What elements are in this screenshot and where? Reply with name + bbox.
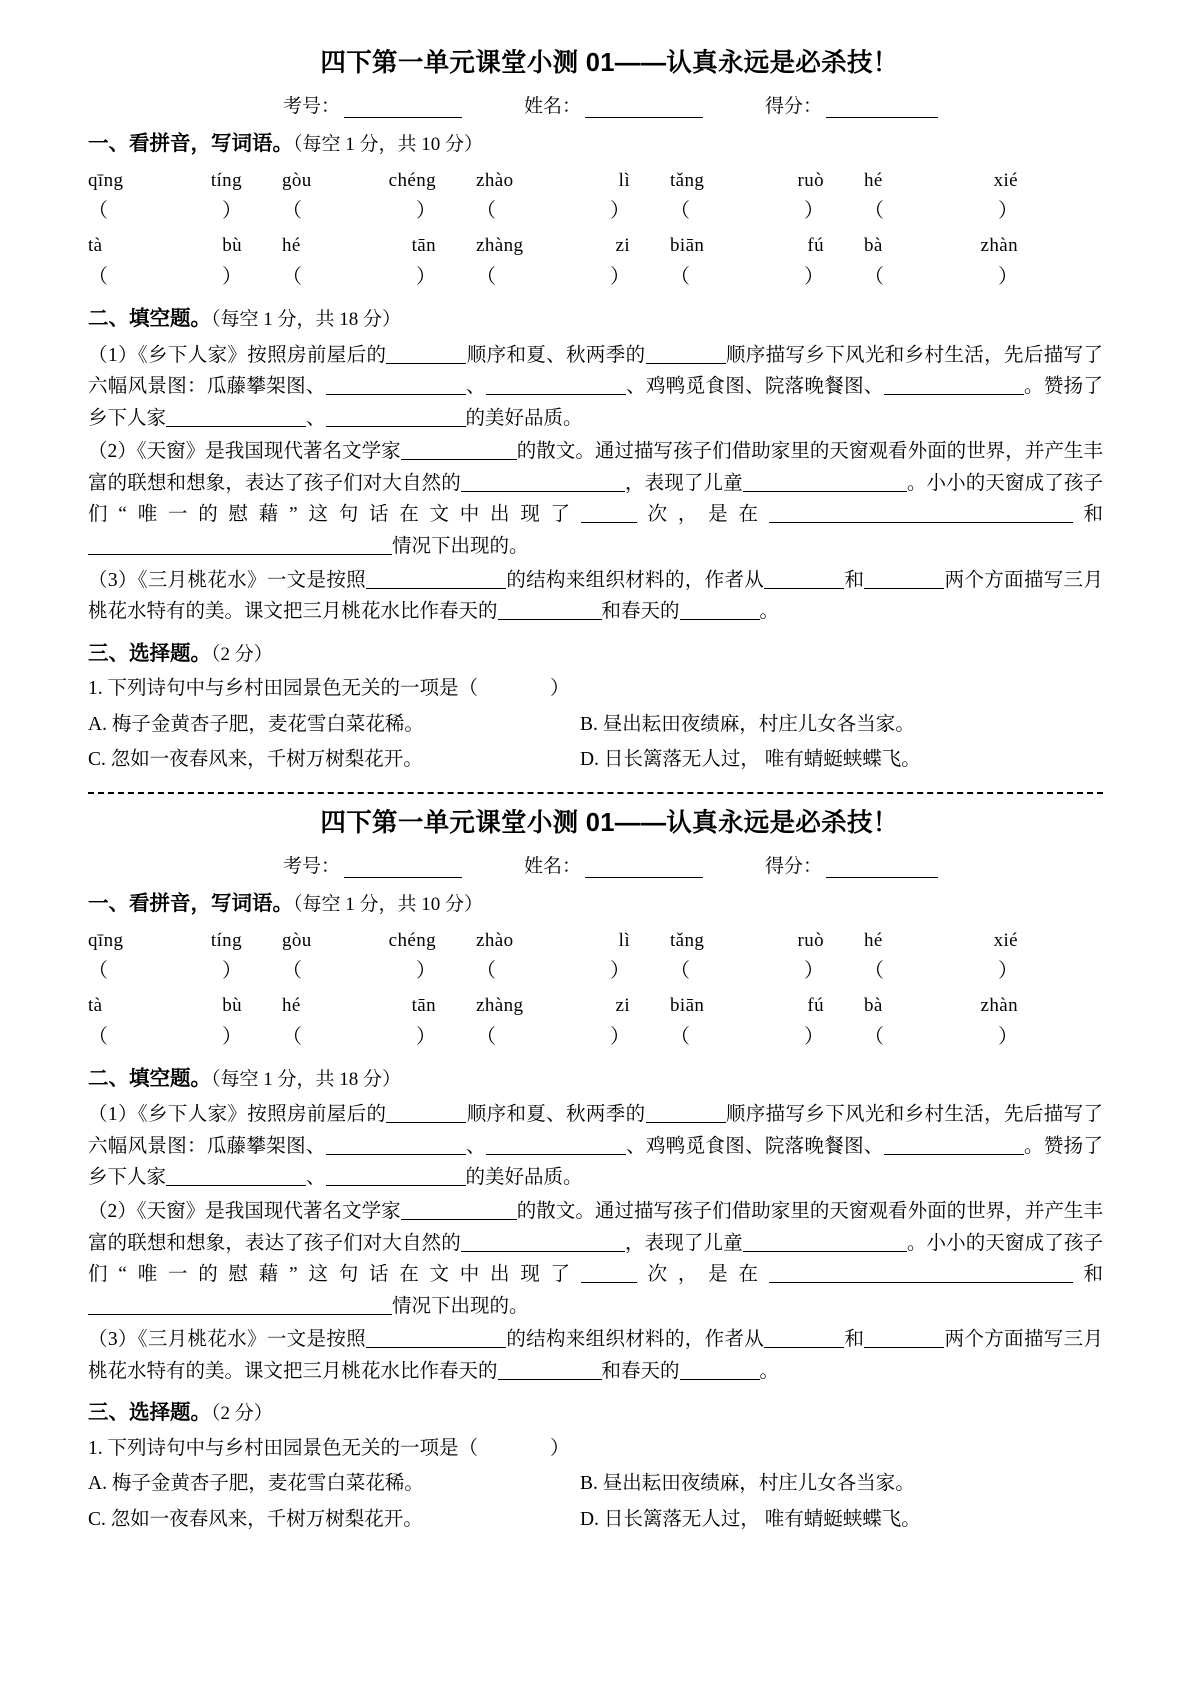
answer-box[interactable]: （ ） [88,960,242,983]
fill-blank[interactable] [769,1268,1073,1283]
pinyin-exercise [88,926,1103,1053]
pinyin-cell: gòu chéng [282,929,436,951]
pinyin-cell: qīng tíng [88,169,242,191]
answer-box[interactable]: （ ） [282,265,436,288]
pinyin-row-1 [88,926,1103,955]
answer-paren-row-2 [88,1021,1103,1053]
choice-option-b[interactable]: B. 昼出耘田夜绩麻，村庄儿女各当家。 [580,1473,915,1495]
fill-in-question-1: （1）《乡下人家》按照房前屋后的 顺序和夏、秋两季的 顺序描写乡下风光和乡村生活，先后描写了六幅风景图：瓜藤攀架图、 、 、鸡鸭觅食图、院落晚餐图、 。赞扬了乡下人家 、 的美好品质。 [88,344,1103,429]
fill-blank[interactable] [743,477,907,492]
section-points-3: （2 分） [211,643,273,665]
worksheet-copy-2 [88,804,1103,1536]
section-heading-2 [88,305,1103,334]
choice-options-row-2 [88,1504,1103,1536]
section-points-1: （每空 1 分，共 10 分） [293,893,484,915]
answer-box[interactable]: （ ） [476,200,630,223]
answer-box[interactable]: （ ） [864,265,1018,288]
section-name-2: 填空题。 [129,306,211,330]
pinyin-cell: tǎng ruò [670,169,824,191]
answer-box[interactable]: （ ） [88,265,242,288]
score-blank[interactable] [826,861,938,878]
section-number-2: 二、 [88,1066,129,1090]
page-title: 四下第一单元课堂小测 01——认真永远是必杀技！ [320,49,899,77]
pinyin-cell: zhào lì [476,929,630,951]
pinyin-cell: gòu chéng [282,169,436,191]
fill-blank[interactable] [461,477,625,492]
exam-number-field [283,91,462,118]
fill-blank[interactable] [864,574,944,589]
choice-options-row-2 [88,744,1103,776]
name-blank[interactable] [585,861,703,878]
pinyin-cell: zhàng zi [476,995,630,1017]
choice-options-row-1 [88,709,1103,741]
section-name-1: 看拼音，写词语。 [129,132,293,156]
answer-box[interactable]: （ ） [476,1025,630,1048]
answer-box[interactable]: （ ） [88,1025,242,1048]
worksheet-copy-1 [88,44,1103,776]
answer-box[interactable]: （ ） [282,1025,436,1048]
fill-in-question-2: （2）《天窗》是我国现代著名文学家 的散文。通过描写孩子们借助家里的天窗观看外面的世界，并产生丰富的联想和想象，表达了孩子们对大自然的 ，表现了儿童 。小小的天窗成了孩子们“唯一的慰藉”这句话在文中出现了 次，是在 和情况下出现的。 [88,1200,1103,1317]
pinyin-row-2 [88,231,1103,260]
score-field [765,851,938,878]
pinyin-block-1 [88,166,1103,227]
section-number-1: 一、 [88,891,129,915]
fill-blank[interactable] [88,1300,392,1315]
pinyin-block-2 [88,231,1103,292]
fill-blank[interactable] [680,1365,760,1380]
exam-number-blank[interactable] [344,101,462,118]
name-field [524,91,703,118]
fill-blank[interactable] [498,605,602,620]
fill-blank[interactable] [366,574,506,589]
section-points-3: （2 分） [211,1403,273,1425]
section-points-1: （每空 1 分，共 10 分） [293,134,484,156]
answer-box[interactable]: （ ） [864,1025,1018,1048]
name-blank[interactable] [585,101,703,118]
fill-blank[interactable] [498,1365,602,1380]
fill-blank[interactable] [386,1108,466,1123]
fill-blank[interactable] [680,605,760,620]
answer-box[interactable]: （ ） [88,200,242,223]
fill-blank[interactable] [166,412,306,427]
exam-number-field [283,851,462,878]
pinyin-cell: zhàng zi [476,235,630,257]
choice-options-row-1 [88,1468,1103,1500]
section-heading-1 [88,890,1103,919]
fill-blank[interactable] [743,1237,907,1252]
fill-blank[interactable] [326,412,466,427]
choice-option-a[interactable]: A. 梅子金黄杏子肥，麦花雪白菜花稀。 [88,713,424,735]
answer-box[interactable]: （ ） [670,200,824,223]
student-id-row [88,851,1103,878]
answer-box[interactable]: （ ） [476,265,630,288]
pinyin-cell: tà bù [88,995,242,1017]
section-number-3: 三、 [88,641,129,665]
answer-box[interactable]: （ ） [864,200,1018,223]
fill-blank[interactable] [486,380,626,395]
fill-blank[interactable] [764,574,844,589]
answer-box[interactable]: （ ） [476,960,630,983]
section-heading-2 [88,1065,1103,1094]
fill-blank[interactable] [581,508,637,523]
fill-blank[interactable] [88,540,392,555]
fill-blank[interactable] [769,508,1073,523]
pinyin-cell: hé tān [282,235,436,257]
fill-in-question-2: （2）《天窗》是我国现代著名文学家 的散文。通过描写孩子们借助家里的天窗观看外面的世界，并产生丰富的联想和想象，表达了孩子们对大自然的 ，表现了儿童 。小小的天窗成了孩子们“唯一的慰藉”这句话在文中出现了 次，是在 和情况下出现的。 [88,441,1103,557]
pinyin-exercise [88,166,1103,293]
fill-in-question-3: （3）《三月桃花水》一文是按照 的结构来组织材料的，作者从 和 两个方面描写三月桃花水特有的美。课文把三月桃花水比作春天的 和春天的 。 [88,1329,1103,1382]
pinyin-block-1 [88,926,1103,987]
fill-blank[interactable] [326,1140,466,1155]
pinyin-cell: bà zhàn [864,235,1018,257]
exam-number-blank[interactable] [344,861,462,878]
name-label: 姓名： [523,96,581,118]
fill-blank[interactable] [461,1237,625,1252]
section-heading-3 [88,640,1103,669]
pinyin-cell: tà bù [88,235,242,257]
exam-number-label: 考号： [282,96,340,118]
answer-box[interactable]: （ ） [864,960,1018,983]
pinyin-cell: hé tān [282,995,436,1017]
fill-blank[interactable] [646,1108,726,1123]
student-id-row [88,91,1103,118]
score-blank[interactable] [826,101,938,118]
section-heading-3 [88,1399,1103,1428]
name-field [524,851,703,878]
pinyin-cell: zhào lì [476,169,630,191]
pinyin-row-2 [88,991,1103,1020]
answer-paren-row-1 [88,195,1103,227]
choice-option-c[interactable]: C. 忽如一夜春风来，千树万树梨花开。 [88,1508,423,1530]
name-label: 姓名： [523,855,581,877]
choice-question-1: 1. 下列诗句中与乡村田园景色无关的一项是（ ） [88,1438,570,1460]
fill-in-question-3: （3）《三月桃花水》一文是按照 的结构来组织材料的，作者从 和 两个方面描写三月桃花水特有的美。课文把三月桃花水比作春天的 和春天的 。 [88,569,1103,623]
section-number-1: 一、 [88,132,129,156]
section-name-3: 选择题。 [129,641,211,665]
page-title: 四下第一单元课堂小测 01——认真永远是必杀技！ [320,808,899,837]
fill-blank[interactable] [401,445,517,460]
pinyin-cell: hé xié [864,929,1018,951]
fill-blank[interactable] [764,1333,844,1348]
choice-option-a[interactable]: A. 梅子金黄杏子肥，麦花雪白菜花稀。 [88,1473,424,1495]
section-points-2: （每空 1 分，共 18 分） [211,1068,402,1090]
fill-blank[interactable] [884,380,1024,395]
fill-blank[interactable] [646,349,726,364]
fill-blank[interactable] [864,1333,944,1348]
pinyin-cell: biān fú [670,995,824,1017]
choice-option-d[interactable]: D. 日长篱落无人过， 唯有蜻蜓蛱蝶飞。 [580,749,921,771]
fill-blank[interactable] [386,349,466,364]
pinyin-row-1 [88,166,1103,195]
score-label: 得分： [765,96,823,118]
section-number-2: 二、 [88,306,129,330]
exam-number-label: 考号： [282,855,340,877]
answer-box[interactable]: （ ） [670,265,824,288]
answer-box[interactable]: （ ） [670,1025,824,1048]
fill-blank[interactable] [166,1171,306,1186]
section-name-1: 看拼音，写词语。 [129,891,293,915]
choice-question-1: 1. 下列诗句中与乡村田园景色无关的一项是（ ） [88,678,570,700]
fill-blank[interactable] [366,1333,506,1348]
pinyin-cell: tǎng ruò [670,929,824,951]
fill-blank[interactable] [884,1140,1024,1155]
answer-box[interactable]: （ ） [282,960,436,983]
section-number-3: 三、 [88,1401,129,1425]
answer-box[interactable]: （ ） [282,200,436,223]
pinyin-block-2 [88,991,1103,1052]
fill-blank[interactable] [326,1171,466,1186]
section-heading-1 [88,130,1103,159]
cut-line-divider [88,792,1103,794]
section-name-3: 选择题。 [129,1401,211,1425]
answer-paren-row-1 [88,955,1103,987]
fill-blank[interactable] [581,1268,637,1283]
pinyin-cell: bà zhàn [864,995,1018,1017]
pinyin-cell: hé xié [864,169,1018,191]
section-points-2: （每空 1 分，共 18 分） [211,308,402,330]
choice-option-d[interactable]: D. 日长篱落无人过， 唯有蜻蜓蛱蝶飞。 [580,1508,921,1530]
choice-option-b[interactable]: B. 昼出耘田夜绩麻，村庄儿女各当家。 [580,713,915,735]
score-label: 得分： [765,855,823,877]
pinyin-cell: biān fú [670,235,824,257]
pinyin-cell: qīng tíng [88,929,242,951]
fill-blank[interactable] [326,380,466,395]
answer-box[interactable]: （ ） [670,960,824,983]
answer-paren-row-2 [88,261,1103,293]
fill-blank[interactable] [401,1205,517,1220]
section-name-2: 填空题。 [129,1066,211,1090]
choice-option-c[interactable]: C. 忽如一夜春风来，千树万树梨花开。 [88,749,423,771]
fill-blank[interactable] [486,1140,626,1155]
score-field [765,91,938,118]
fill-in-question-1: （1）《乡下人家》按照房前屋后的 顺序和夏、秋两季的 顺序描写乡下风光和乡村生活，先后描写了六幅风景图：瓜藤攀架图、 、 、鸡鸭觅食图、院落晚餐图、 。赞扬了乡下人家 、 的美好品质。 [88,1104,1103,1189]
